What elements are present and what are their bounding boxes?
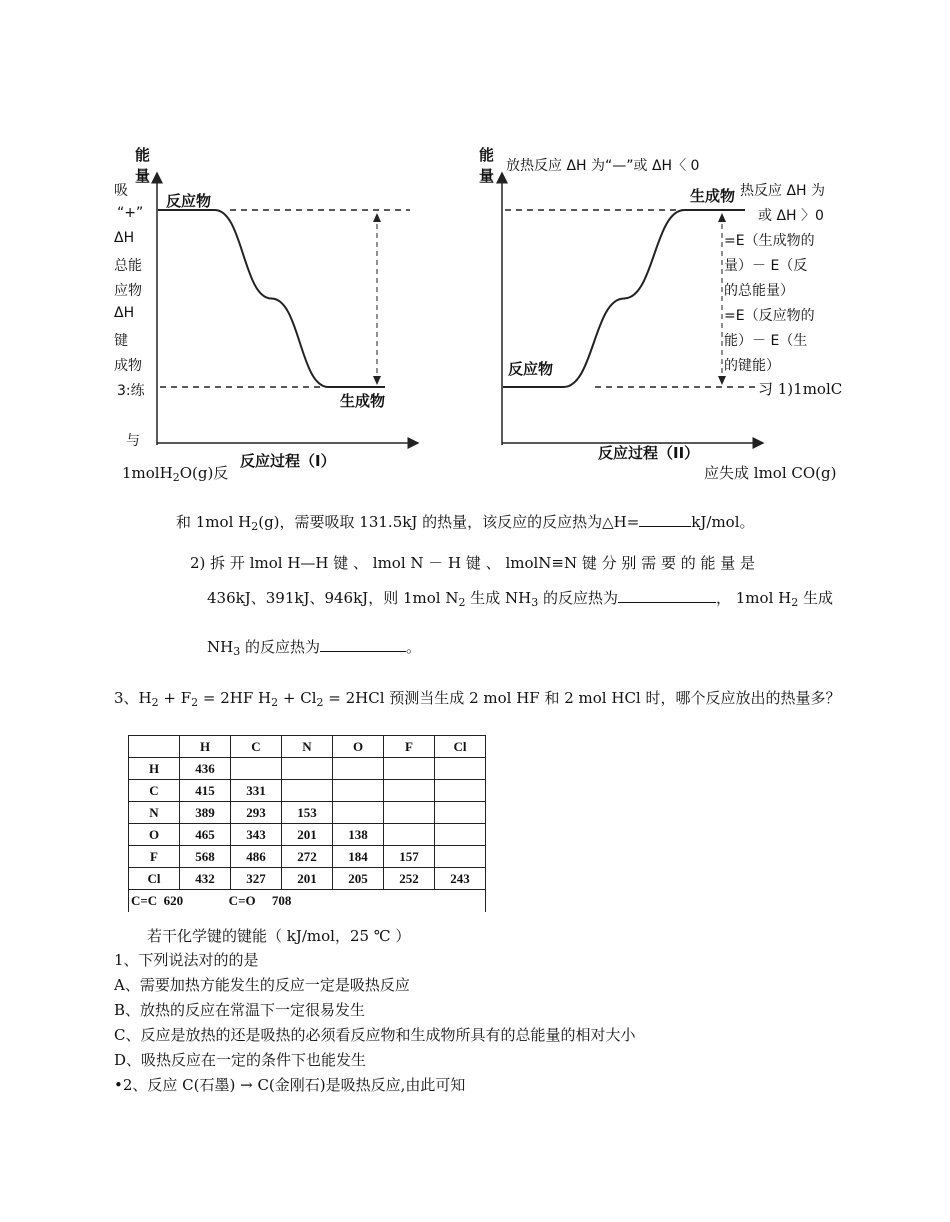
y-axis-label-2: 能量 — [479, 146, 495, 185]
table-row: N 389 293 153 — [129, 802, 486, 824]
question-2-line-3: $NH_3$ 的反应热为 。 — [207, 638, 422, 658]
left-fragment: “+” — [117, 205, 144, 221]
right-fragment: =E（生成物的 — [724, 233, 815, 249]
mc-question-1: 1、下列说法对的的是 — [114, 951, 259, 969]
left-fragment: 3:练 — [117, 383, 145, 399]
left-fragment-bottom: 1molH$_2$O(g)反 — [122, 464, 229, 484]
left-fragment: 成物 — [114, 358, 142, 374]
right-fragment: 热反应 ΔH 为 — [740, 183, 826, 199]
right-fragment: =E（反应物的 — [724, 308, 815, 324]
left-fragment: 吸 — [114, 183, 128, 199]
table-row: Cl 432 327 201 205 252 243 — [129, 868, 486, 890]
x-axis-label-2: 反应过程（II） — [598, 444, 700, 462]
mc-option-a: A、需要加热方能发生的反应一定是吸热反应 — [114, 976, 410, 994]
answer-blank[interactable] — [320, 637, 406, 652]
y-axis-label-1: 能量 — [135, 146, 151, 185]
left-fragment: 与 — [126, 433, 140, 449]
table-row: O 465 343 201 138 — [129, 824, 486, 846]
question-2-line-2: 436kJ、391kJ、946kJ，则 1mol $N_2$ 生成 $NH_3$ 的反应热为 ， 1mol $H_2$ 生成 — [207, 589, 833, 609]
question-1-line: 和 1mol $H_2(g)$，需要吸取 131.5kJ 的热量，该反应的反应热为△H= kJ/mol。 — [176, 513, 755, 533]
table-footer-row — [129, 890, 486, 913]
question-3-line: 3、$H_2 + F_2 = 2HF$ $H_2 + Cl_2 = 2HCl$ 预测当生成 2 mol HF 和 2 mol HCl 时，哪个反应放出的热量多？ — [114, 689, 841, 709]
right-fragment: 应失成 lmol CO(g) — [704, 464, 837, 482]
answer-blank[interactable] — [618, 588, 716, 603]
question-2-line-1: 2) 拆 开 lmol H—H 键 、 lmol N － H 键 、 lmolN≡N 键 分 别 需 要 的 能 量 是 — [190, 554, 756, 572]
right-fragment: 的键能） — [724, 358, 780, 374]
mc-option-c: C、反应是放热的还是吸热的必须看反应物和生成物所具有的总能量的相对大小 — [114, 1026, 636, 1044]
mc-option-b: B、放热的反应在常温下一定很易发生 — [114, 1001, 366, 1019]
table-row: H 436 — [129, 758, 486, 780]
right-fragment: 能）－ E（生 — [724, 333, 808, 349]
bond-energy-table — [128, 735, 486, 912]
right-fragment: 习 1)1molC — [758, 380, 843, 398]
mc-option-d: D、吸热反应在一定的条件下也能发生 — [114, 1051, 367, 1069]
right-fragment: 的总能量） — [724, 283, 794, 299]
left-fragment: 总能 — [114, 258, 142, 274]
left-fragment: 应物 — [114, 283, 142, 299]
x-axis-label-1: 反应过程（I） — [240, 452, 336, 470]
answer-blank[interactable] — [639, 512, 691, 527]
table-row: C 415 331 — [129, 780, 486, 802]
table-row: F 568 486 272 184 157 — [129, 846, 486, 868]
right-fragment: 量）－ E（反 — [724, 258, 808, 274]
energy-curve — [158, 210, 385, 387]
right-fragment: 放热反应 ΔH 为“—”或 ΔH〈 0 — [506, 158, 700, 174]
left-fragment: ΔH — [114, 305, 135, 321]
product-label-1: 生成物 — [340, 392, 386, 410]
reactant-label-2: 反应物 — [508, 360, 554, 378]
mc-question-2: •2、反应 C(石墨) → C(金刚石)是吸热反应,由此可知 — [114, 1076, 466, 1094]
left-fragment: 键 — [114, 333, 128, 349]
left-fragment: ΔH — [114, 230, 135, 246]
table-header-row: H C N O F Cl — [129, 736, 486, 758]
right-fragment: 或 ΔH 〉0 — [758, 208, 824, 224]
product-label-2: 生成物 — [690, 187, 736, 205]
table-footer: C=C 620 C=O 708 — [129, 890, 486, 913]
reactant-label-1: 反应物 — [166, 192, 212, 210]
table-caption: 若干化学键的键能（ kJ/mol，25 ℃ ） — [147, 927, 411, 945]
